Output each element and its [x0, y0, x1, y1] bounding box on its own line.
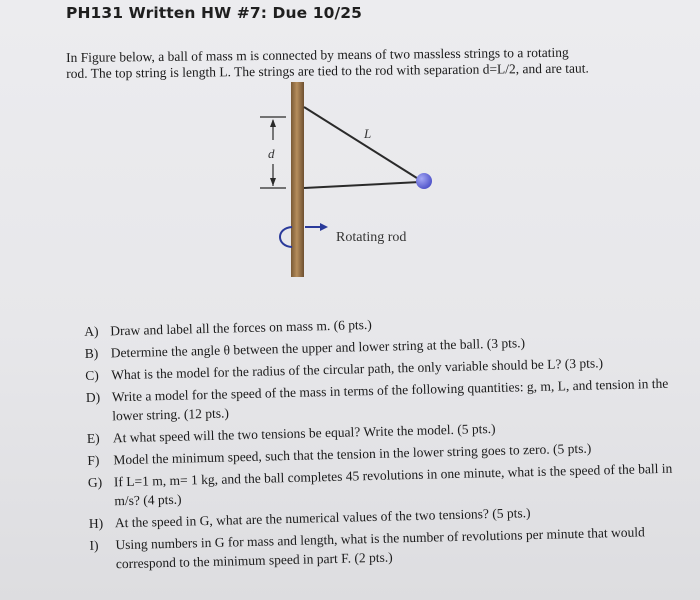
dimension-up-arrow [270, 119, 276, 127]
statement-line-1: In Figure below, a ball of mass m is connected by means of two massless strings to a rotating [66, 44, 569, 65]
question-text: Draw and label all the forces on mass m. (6 pts.) [110, 316, 373, 339]
question-label: E) [86, 430, 100, 446]
label-rotating-rod: Rotating rod [336, 230, 407, 245]
question-text: If L=1 m, m= 1 kg, and the ball completes 45 revolutions in one minute, what is the speed of the ball in m/s? (4 pts.) [113, 460, 673, 509]
statement-line-2: rod. The top string is length L. The strings are tied to the rod with separation d=L/2, and are taut. [66, 60, 589, 81]
lower-string [304, 182, 420, 188]
question-text: Using numbers in G for mass and length, what is the number of revolutions per minute that would correspond to the minimum speed in part F. (2 pts.) [115, 524, 645, 572]
question-text: Write a model for the speed of the mass in terms of the following quantities: g, m, L, and tension in the lower string. (12 pts.) [111, 375, 669, 424]
rotation-arrow [280, 227, 292, 247]
question-text: At what speed will the two tensions be equal? Write the model. (5 pts.) [112, 420, 496, 446]
problem-statement [66, 44, 646, 82]
question-label: F) [87, 452, 100, 468]
question-text: Determine the angle θ between the upper and lower string at the ball. (3 pts.) [110, 335, 526, 361]
question-text: What is the model for the radius of the circular path, the only variable should be L? (3 pts.) [111, 355, 604, 383]
rotation-arrowhead [320, 223, 328, 231]
question-label: A) [84, 323, 99, 339]
question-label: D) [85, 389, 101, 405]
upper-string [304, 107, 420, 180]
rotating-rod [291, 82, 304, 277]
label-d: d [268, 146, 275, 161]
question-label: H) [88, 515, 104, 531]
question-label: C) [85, 367, 99, 383]
question-label: B) [84, 345, 99, 361]
ball-mass [416, 173, 432, 189]
rotating-rod-figure [240, 80, 460, 290]
question-text: At the speed in G, what are the numerical values of the two tensions? (5 pts.) [114, 505, 531, 531]
page-title: PH131 Written HW #7: Due 10/25 [66, 4, 363, 22]
question-text: Model the minimum speed, such that the tension in the lower string goes to zero. (5 pts.) [113, 440, 592, 468]
dimension-down-arrow [270, 178, 276, 186]
question-label: G) [87, 474, 103, 490]
figure-svg [240, 80, 460, 290]
question-list [84, 308, 680, 577]
label-L: L [364, 126, 372, 141]
question-label: I) [89, 537, 99, 553]
